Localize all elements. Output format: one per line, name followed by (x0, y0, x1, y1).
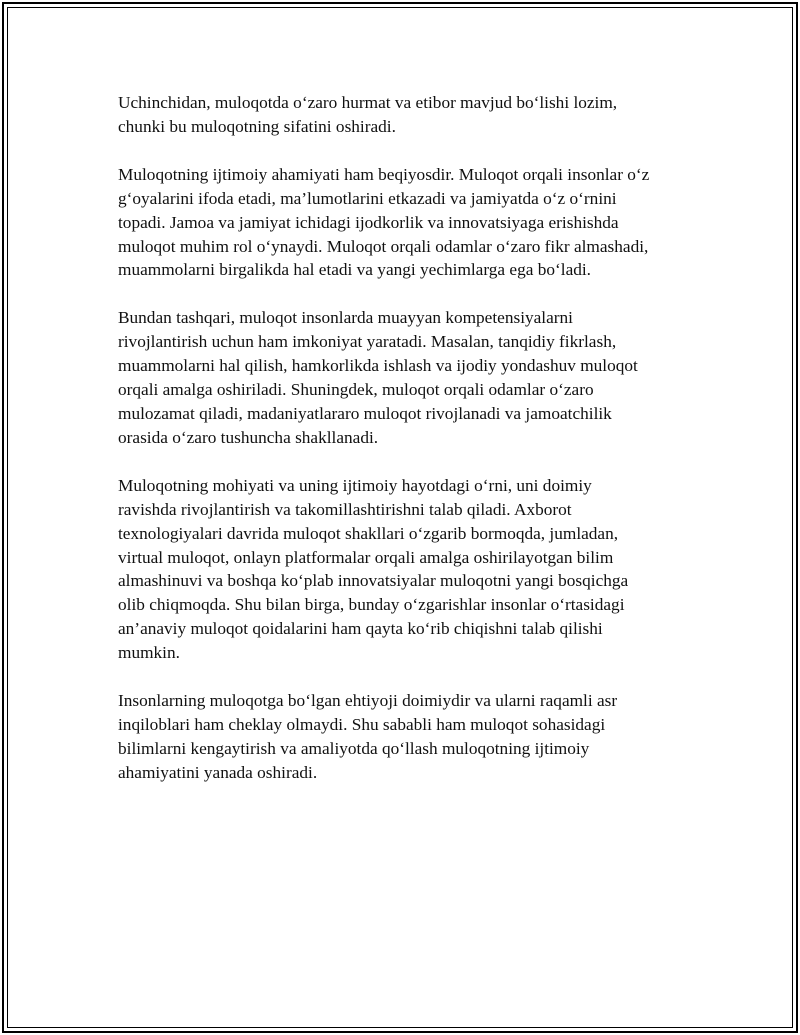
paragraph-4: Muloqotning mohiyati va uning ijtimoiy hayotdagi o‘rni, uni doimiy ravishda rivojlantirish va takomillashtirishni talab qiladi. Axborot texnologiyalari davrida muloqot shakllari o‘zgarib bormoqda, jumladan, virtual muloqot, onlayn platformalar orqali amalga oshirilayotgan bilim almashinuvi va boshqa ko‘plab innovatsiyalar muloqotni yangi bosqichga olib chiqmoqda. Shu bilan birga, bunday o‘zgarishlar insonlar o‘rtasidagi an’anaviy muloqot qoidalarini ham qayta ko‘rib chiqishni talab qilishi mumkin. (118, 475, 629, 663)
document-body (118, 91, 688, 809)
paragraph-3: Bundan tashqari, muloqot insonlarda muayyan kompetensiyalarni rivojlantirish uchun ham imkoniyat yaratadi. Masalan, tanqidiy fikrlash, muammolarni hal qilish, hamkorlikda ishlash va ijodiy yondashuv muloqot orqali amalga oshiriladi. Shuningdek, muloqot orqali odamlar o‘zaro mulozamat qiladi, madaniyatlararo muloqot rivojlanadi va jamoatchilik orasida o‘zaro tushuncha shakllanadi. (118, 308, 638, 447)
paragraph-1: Uchinchidan, muloqotda o‘zaro hurmat va etibor mavjud bo‘lishi lozim, chunki bu muloqotning sifatini oshiradi. (118, 93, 618, 136)
paragraph-2: Muloqotning ijtimoiy ahamiyati ham beqiyosdir. Muloqot orqali insonlar o‘z g‘oyalarini ifoda etadi, ma’lumotlarini etkazadi va jamiyatda o‘z o‘rnini topadi. Jamoa va jamiyat ichidagi ijodkorlik va innovatsiyaga erishishda muloqot muhim rol o‘ynaydi. Muloqot orqali odamlar o‘zaro fikr almashadi, muammolarni birgalikda hal etadi va yangi yechimlarga ega bo‘ladi. (118, 164, 650, 280)
paragraph-5: Insonlarning muloqotga bo‘lgan ehtiyoji doimiydir va ularni raqamli asr inqiloblari ham cheklay olmaydi. Shu sababli ham muloqot sohasidagi bilimlarni kengaytirish va amaliyotda qo‘llash muloqotning ijtimoiy ahamiyatini yanada oshiradi. (118, 691, 618, 782)
